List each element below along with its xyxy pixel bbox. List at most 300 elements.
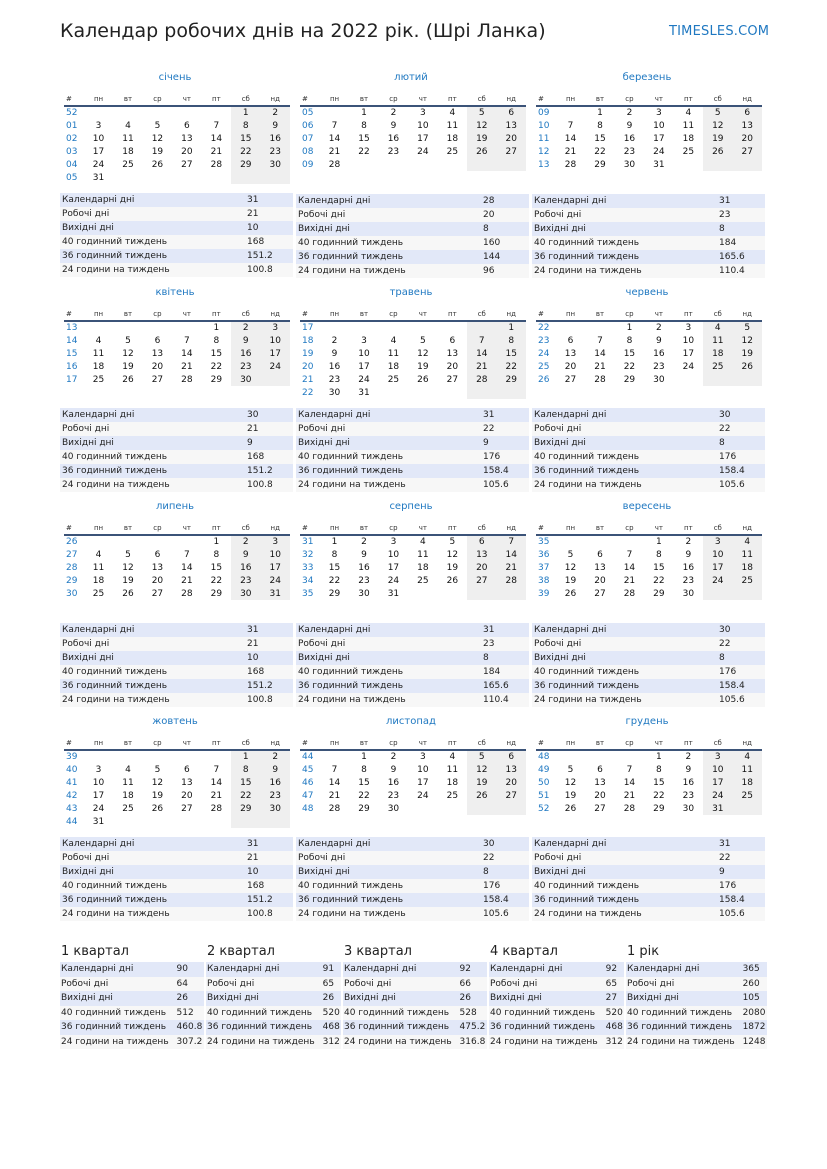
- month-name: березень: [622, 72, 672, 83]
- stat-value: 100.8: [247, 265, 273, 275]
- day-cell: [113, 750, 142, 763]
- week-number: 37: [538, 562, 550, 573]
- stat-row: [532, 837, 765, 851]
- stat-row: [296, 837, 529, 851]
- weekday-header: сб: [703, 521, 732, 535]
- month-name: жовтень: [152, 716, 198, 727]
- day-cell: [320, 321, 349, 334]
- stat-label: 24 години на тиждень: [298, 266, 406, 276]
- day-cell: [172, 321, 201, 334]
- day-cell: 26: [151, 159, 164, 170]
- day-cell: 27: [594, 803, 606, 814]
- stat-label: Календарні дні: [62, 410, 135, 420]
- day-cell: [113, 535, 142, 548]
- day-cell: [556, 106, 585, 119]
- day-cell: 10: [682, 335, 695, 346]
- day-cell: 17: [703, 561, 732, 574]
- day-cell: [320, 106, 349, 119]
- weekday-header: чт: [644, 92, 673, 106]
- stat-value: 1872: [742, 1022, 766, 1033]
- weekday-header: нд: [733, 307, 762, 321]
- week-number: 17: [66, 374, 78, 385]
- day-cell: 10: [417, 764, 429, 775]
- week-row: [536, 119, 762, 132]
- day-cell: 12: [417, 348, 429, 359]
- day-cell: [438, 802, 467, 815]
- month-grid: [300, 92, 526, 171]
- quarter-stats: [60, 962, 204, 1049]
- day-cell: 2: [685, 537, 692, 547]
- day-cell: 30: [682, 803, 695, 814]
- day-cell: 25: [446, 790, 459, 801]
- weekday-header: #: [536, 736, 556, 750]
- day-cell: 19: [446, 562, 459, 573]
- day-cell: 19: [733, 347, 762, 360]
- day-cell: 16: [682, 777, 695, 788]
- day-cell: [615, 535, 644, 548]
- weekday-header: нд: [261, 92, 290, 106]
- week-number: 22: [302, 387, 314, 398]
- weekday-header: чт: [644, 736, 673, 750]
- weekday-header: пт: [438, 92, 467, 106]
- day-cell: 4: [449, 108, 456, 118]
- month-stats: [532, 837, 765, 921]
- stat-row: [296, 865, 529, 879]
- stat-value: 184: [719, 238, 737, 248]
- day-cell: 10: [703, 763, 732, 776]
- stat-row: [60, 679, 293, 693]
- stat-label: Робочі дні: [298, 210, 346, 220]
- stat-label: Робочі дні: [534, 853, 582, 863]
- stat-value: 176: [719, 667, 737, 677]
- day-cell: 18: [703, 347, 732, 360]
- day-cell: 17: [703, 776, 732, 789]
- week-number: 05: [302, 108, 314, 118]
- week-number: 12: [538, 146, 550, 157]
- day-cell: [261, 373, 290, 386]
- week-number: 18: [302, 335, 314, 346]
- day-cell: 26: [467, 145, 496, 158]
- stat-label: Робочі дні: [207, 978, 255, 989]
- weekday-header: чт: [172, 307, 201, 321]
- stat-value: 26: [176, 993, 188, 1004]
- month-name: листопад: [386, 716, 436, 727]
- day-cell: 18: [122, 146, 134, 157]
- day-cell: 31: [703, 802, 732, 815]
- day-cell: 4: [95, 549, 102, 560]
- weekday-header: пн: [84, 521, 113, 535]
- week-number: 42: [66, 790, 78, 801]
- stat-label: Робочі дні: [298, 853, 346, 863]
- stat-label: 36 годинний тиждень: [344, 1022, 450, 1033]
- stat-label: Вихідні дні: [627, 993, 679, 1004]
- day-cell: 2: [231, 535, 260, 548]
- day-cell: 29: [328, 588, 341, 599]
- day-cell: [585, 535, 614, 548]
- stat-value: 31: [719, 196, 731, 206]
- stat-row: [489, 991, 624, 1006]
- week-number: 38: [538, 575, 550, 586]
- day-cell: [320, 750, 349, 763]
- day-cell: 17: [358, 361, 370, 372]
- stat-value: 21: [247, 209, 259, 219]
- week-number: 40: [66, 764, 78, 775]
- day-cell: 14: [594, 348, 606, 359]
- week-number: 08: [302, 146, 314, 157]
- stat-value: 8: [719, 653, 725, 663]
- stat-row: [296, 679, 529, 693]
- stat-row: [532, 436, 765, 450]
- day-cell: 20: [564, 361, 577, 372]
- day-cell: 3: [95, 120, 102, 131]
- stat-label: Робочі дні: [534, 639, 582, 649]
- day-cell: 19: [151, 790, 164, 801]
- stat-row: [60, 207, 293, 221]
- day-cell: [438, 158, 467, 171]
- day-cell: 10: [261, 548, 290, 561]
- day-cell: 27: [564, 374, 577, 385]
- day-cell: 27: [181, 159, 193, 170]
- stat-value: 31: [247, 839, 259, 849]
- day-cell: 3: [95, 764, 102, 775]
- stat-row: [296, 464, 529, 478]
- stat-label: 36 годинний тиждень: [207, 1022, 313, 1033]
- stat-label: 36 годинний тиждень: [627, 1022, 733, 1033]
- weekday-header: нд: [733, 92, 762, 106]
- stat-row: [343, 1020, 487, 1035]
- week-number: 45: [302, 764, 314, 775]
- day-cell: 7: [184, 549, 190, 560]
- week-header-row: [64, 736, 290, 750]
- month-name: липень: [155, 501, 194, 512]
- stat-label: Робочі дні: [298, 424, 346, 434]
- quarter-stats: [489, 962, 624, 1049]
- day-cell: 24: [417, 146, 429, 157]
- day-cell: 26: [703, 145, 732, 158]
- month-grid: [300, 307, 526, 399]
- day-cell: 7: [331, 120, 338, 131]
- stat-row: [60, 865, 293, 879]
- stat-row: [532, 194, 765, 208]
- stat-value: 8: [719, 224, 725, 234]
- day-cell: 24: [358, 374, 370, 385]
- week-row: [300, 587, 526, 600]
- weekday-header: сб: [231, 736, 260, 750]
- stat-label: 24 години на тиждень: [344, 1036, 452, 1047]
- day-cell: [497, 158, 526, 171]
- stat-value: 9: [483, 438, 489, 448]
- stat-label: Вихідні дні: [207, 993, 259, 1004]
- weekday-header: чт: [172, 521, 201, 535]
- day-cell: 28: [467, 373, 496, 386]
- day-cell: [733, 158, 762, 171]
- stat-label: 36 годинний тиждень: [490, 1022, 596, 1033]
- weekday-header: вт: [349, 92, 378, 106]
- stat-label: Календарні дні: [62, 839, 135, 849]
- weekday-header: #: [536, 307, 556, 321]
- week-row: [536, 132, 762, 145]
- stat-row: [532, 907, 765, 921]
- day-cell: 20: [733, 132, 762, 145]
- day-cell: 11: [682, 120, 695, 131]
- stat-label: Робочі дні: [62, 639, 110, 649]
- day-cell: [261, 171, 290, 184]
- day-cell: 29: [653, 588, 665, 599]
- day-cell: 20: [151, 575, 164, 586]
- day-cell: 30: [358, 588, 370, 599]
- week-number: 13: [538, 159, 550, 170]
- day-cell: 19: [564, 575, 577, 586]
- day-cell: 15: [358, 133, 370, 144]
- week-header-row: [64, 92, 290, 106]
- stat-row: [60, 193, 293, 207]
- stat-value: 460.8: [176, 1022, 203, 1033]
- day-cell: 10: [653, 120, 665, 131]
- day-cell: 22: [358, 146, 370, 157]
- stat-row: [60, 464, 293, 478]
- day-cell: [143, 535, 172, 548]
- day-cell: 3: [261, 535, 290, 548]
- weekday-header: вт: [585, 92, 614, 106]
- week-header-row: [300, 92, 526, 106]
- week-number: 02: [66, 133, 78, 144]
- day-cell: 6: [154, 335, 161, 346]
- day-cell: [143, 321, 172, 334]
- day-cell: 5: [125, 549, 131, 560]
- day-cell: 26: [467, 789, 496, 802]
- weekday-header: ср: [143, 92, 172, 106]
- day-cell: 3: [361, 335, 367, 346]
- site-brand-link[interactable]: TIMESLES.COM: [669, 24, 770, 39]
- day-cell: 5: [125, 335, 131, 346]
- stat-label: 36 годинний тиждень: [534, 895, 640, 905]
- week-number: 30: [66, 588, 78, 599]
- day-cell: 18: [122, 790, 134, 801]
- day-cell: 2: [231, 321, 260, 334]
- day-cell: 23: [261, 789, 290, 802]
- stat-label: 40 годинний тиждень: [298, 452, 404, 462]
- day-cell: 11: [417, 549, 429, 560]
- day-cell: [143, 171, 172, 184]
- weekday-header: чт: [172, 736, 201, 750]
- stat-label: Календарні дні: [61, 964, 134, 975]
- day-cell: [556, 750, 585, 763]
- day-cell: 1: [231, 106, 260, 119]
- stat-value: 168: [247, 452, 265, 462]
- stat-value: 30: [247, 410, 259, 420]
- stat-value: 1248: [742, 1036, 766, 1047]
- weekday-header: нд: [733, 736, 762, 750]
- day-cell: [408, 587, 437, 600]
- stat-row: [532, 478, 765, 492]
- day-cell: 1: [213, 537, 220, 547]
- stat-row: [60, 893, 293, 907]
- stat-label: 40 годинний тиждень: [534, 667, 640, 677]
- month-grid: [64, 521, 290, 600]
- day-cell: 12: [703, 119, 732, 132]
- stat-label: 24 години на тиждень: [62, 695, 170, 705]
- day-cell: [172, 750, 201, 763]
- day-cell: 2: [261, 106, 290, 119]
- day-cell: [202, 815, 231, 828]
- stat-value: 316.8: [459, 1036, 486, 1047]
- stat-label: 40 годинний тиждень: [534, 452, 640, 462]
- stat-label: Робочі дні: [627, 978, 675, 989]
- stat-value: 27: [605, 993, 618, 1004]
- stat-row: [532, 651, 765, 665]
- day-cell: 22: [231, 789, 260, 802]
- day-cell: 18: [92, 575, 105, 586]
- week-row: [300, 776, 526, 789]
- stat-row: [626, 1035, 767, 1050]
- week-row: [64, 106, 290, 119]
- stat-value: 65: [322, 978, 335, 989]
- day-cell: 26: [564, 803, 577, 814]
- stat-row: [206, 962, 341, 977]
- stat-label: Календарні дні: [298, 625, 371, 635]
- day-cell: 31: [261, 587, 290, 600]
- stat-value: 8: [483, 653, 489, 663]
- day-cell: 7: [567, 120, 574, 131]
- day-cell: 6: [497, 750, 526, 763]
- stat-value: 8: [719, 438, 725, 448]
- day-cell: 30: [653, 374, 665, 385]
- day-cell: 9: [331, 348, 338, 359]
- weekday-header: ср: [379, 736, 408, 750]
- month-stats: [60, 193, 293, 277]
- day-cell: 17: [387, 562, 400, 573]
- stat-row: [60, 879, 293, 893]
- day-cell: 28: [181, 588, 193, 599]
- day-cell: 4: [449, 752, 456, 762]
- day-cell: 6: [184, 764, 190, 775]
- day-cell: 21: [467, 360, 496, 373]
- stat-label: Календарні дні: [62, 625, 135, 635]
- week-header-row: [300, 307, 526, 321]
- week-row: [64, 171, 290, 184]
- stat-label: 36 годинний тиждень: [62, 251, 168, 261]
- quarter-summary: [626, 942, 767, 1049]
- stat-value: 22: [483, 424, 495, 434]
- week-row: [536, 373, 762, 386]
- stat-value: 23: [483, 639, 495, 649]
- stat-row: [343, 977, 487, 992]
- day-cell: 31: [387, 588, 400, 599]
- day-cell: [497, 587, 526, 600]
- day-cell: 11: [387, 348, 400, 359]
- day-cell: 27: [594, 588, 606, 599]
- stat-label: 24 години на тиждень: [207, 1036, 315, 1047]
- quarter-summary: [60, 942, 204, 1049]
- day-cell: 13: [497, 763, 526, 776]
- day-cell: 25: [92, 588, 105, 599]
- week-row: [300, 802, 526, 815]
- day-cell: 22: [653, 575, 665, 586]
- day-cell: 25: [122, 159, 134, 170]
- day-cell: 17: [417, 777, 429, 788]
- week-row: [536, 321, 762, 334]
- stat-row: [296, 422, 529, 436]
- stat-row: [343, 1006, 487, 1021]
- stat-value: 31: [483, 625, 495, 635]
- stat-label: 40 годинний тиждень: [344, 1007, 450, 1018]
- weekday-header: #: [64, 307, 84, 321]
- stat-value: 26: [459, 993, 471, 1004]
- day-cell: 9: [685, 764, 692, 775]
- week-row: [64, 347, 290, 360]
- weekday-header: вт: [585, 307, 614, 321]
- stat-row: [532, 851, 765, 865]
- day-cell: 19: [564, 790, 577, 801]
- week-row: [64, 334, 290, 347]
- stat-row: [626, 977, 767, 992]
- weekday-header: чт: [644, 307, 673, 321]
- day-cell: [172, 815, 201, 828]
- weekday-header: пт: [674, 92, 703, 106]
- month-grid: [64, 92, 290, 184]
- stat-row: [296, 436, 529, 450]
- stat-row: [60, 1020, 204, 1035]
- day-cell: 3: [685, 323, 692, 333]
- day-cell: 29: [210, 374, 223, 385]
- week-row: [536, 548, 762, 561]
- stat-row: [60, 665, 293, 679]
- weekday-header: вт: [585, 521, 614, 535]
- day-cell: 15: [653, 777, 665, 788]
- day-cell: 28: [210, 803, 223, 814]
- stat-row: [60, 837, 293, 851]
- day-cell: 30: [623, 159, 636, 170]
- day-cell: 4: [390, 335, 397, 346]
- stat-row: [60, 1006, 204, 1021]
- day-cell: 15: [210, 348, 223, 359]
- day-cell: 14: [181, 562, 193, 573]
- day-cell: 6: [567, 335, 574, 346]
- day-cell: 24: [387, 575, 400, 586]
- weekday-header: пн: [320, 521, 349, 535]
- day-cell: 24: [92, 159, 105, 170]
- month-name: грудень: [625, 716, 669, 727]
- weekday-header: нд: [497, 521, 526, 535]
- stat-row: [296, 665, 529, 679]
- stat-value: 96: [483, 266, 495, 276]
- day-cell: 10: [92, 777, 105, 788]
- stat-label: Вихідні дні: [61, 993, 113, 1004]
- day-cell: [113, 321, 142, 334]
- weekday-header: пн: [320, 736, 349, 750]
- stat-row: [60, 851, 293, 865]
- month-stats: [296, 837, 529, 921]
- weekday-header: пн: [556, 307, 585, 321]
- week-header-row: [536, 92, 762, 106]
- day-cell: [703, 587, 732, 600]
- stat-label: Календарні дні: [534, 839, 607, 849]
- day-cell: 27: [181, 803, 193, 814]
- day-cell: 21: [623, 790, 636, 801]
- day-cell: 1: [213, 323, 220, 333]
- stat-row: [489, 962, 624, 977]
- stat-row: [532, 693, 765, 707]
- day-cell: 8: [656, 549, 662, 560]
- week-header-row: [536, 521, 762, 535]
- stat-value: 31: [719, 839, 731, 849]
- day-cell: 19: [467, 776, 496, 789]
- day-cell: 7: [497, 535, 526, 548]
- stat-label: 24 години на тиждень: [62, 480, 170, 490]
- week-number: 33: [302, 562, 314, 573]
- stat-label: Вихідні дні: [298, 867, 350, 877]
- day-cell: 27: [151, 588, 164, 599]
